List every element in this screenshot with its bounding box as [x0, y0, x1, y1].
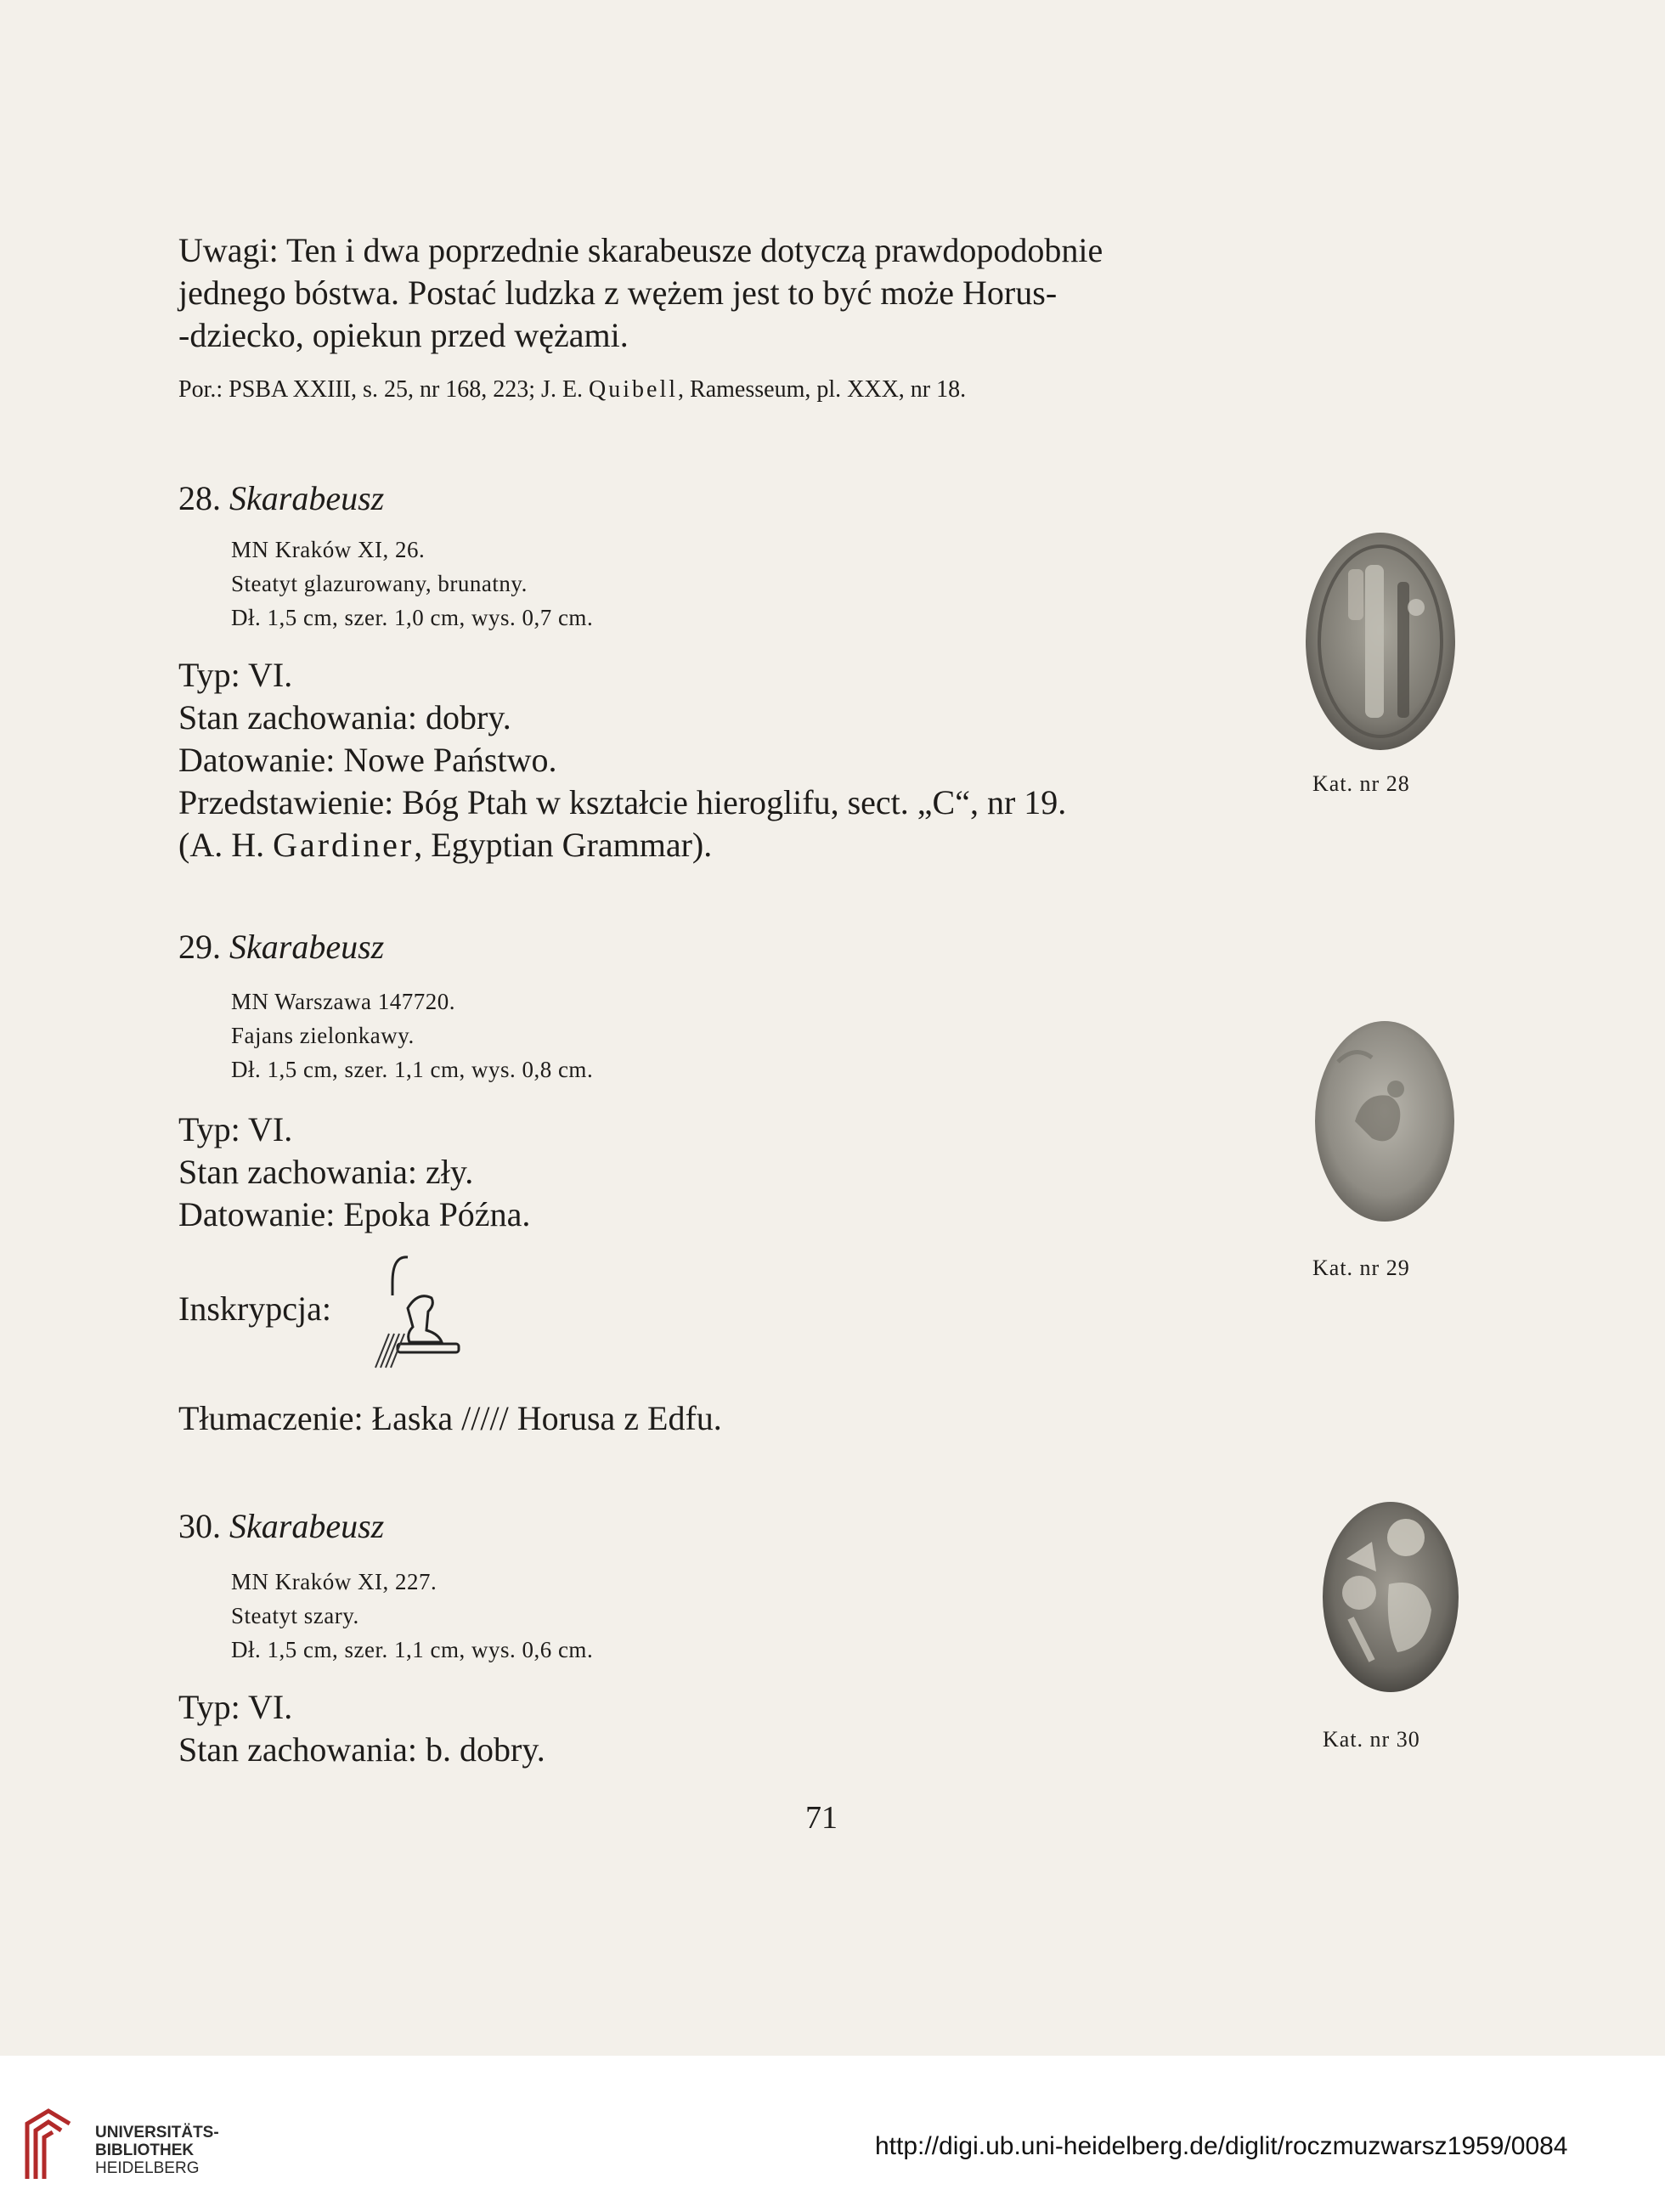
library-logo-line-2: BIBLIOTHEK	[95, 2141, 195, 2159]
library-footer	[0, 2056, 1665, 2212]
entry-number: 29.	[178, 928, 221, 966]
entry-28-przedstawienie: Przedstawienie: Bóg Ptah w kształcie hieroglifu, sect. „C“, nr 19.	[178, 783, 1067, 821]
entry-28-detail-3: Dł. 1,5 cm, szer. 1,0 cm, wys. 0,7 cm.	[231, 605, 594, 630]
entry-28-gardiner	[178, 824, 712, 866]
entry-29-stan: Stan zachowania: zły.	[178, 1153, 474, 1191]
gardiner-author: Gardiner	[273, 826, 415, 864]
entry-29-datowanie: Datowanie: Epoka Późna.	[178, 1195, 531, 1233]
uwagi-line-3: -dziecko, opiekun przed wężami.	[178, 316, 629, 354]
page-number: 71	[805, 1800, 838, 1836]
entry-30-detail-1: MN Kraków XI, 227.	[231, 1569, 437, 1594]
entry-29-detail-2: Fajans zielonkawy.	[231, 1023, 415, 1048]
library-logo-icon	[19, 2107, 78, 2183]
reference-suffix: , Ramesseum, pl. XXX, nr 18.	[678, 376, 967, 403]
entry-29-detail-3: Dł. 1,5 cm, szer. 1,1 cm, wys. 0,8 cm.	[231, 1057, 594, 1082]
entry-29-inscription-label: Inskrypcja:	[178, 1289, 331, 1328]
library-logo-line-1: UNIVERSITÄTS-	[95, 2124, 219, 2141]
entry-28-typ: Typ: VI.	[178, 656, 293, 694]
reference-line	[178, 375, 966, 404]
reference-author: Quibell	[589, 376, 679, 403]
entry-28-datowanie: Datowanie: Nowe Państwo.	[178, 741, 557, 779]
entry-28-detail-1: MN Kraków XI, 26.	[231, 537, 426, 562]
entry-30-heading	[178, 1505, 384, 1548]
entry-28-stan: Stan zachowania: dobry.	[178, 698, 511, 736]
entry-28-heading	[178, 477, 384, 520]
entry-title: Skarabeusz	[229, 928, 385, 966]
scarab-29-image	[1304, 1011, 1465, 1232]
entry-30-detail-3: Dł. 1,5 cm, szer. 1,1 cm, wys. 0,6 cm.	[231, 1637, 594, 1662]
entry-30-typ: Typ: VI.	[178, 1688, 293, 1726]
entry-29-typ: Typ: VI.	[178, 1110, 293, 1148]
entry-title: Skarabeusz	[229, 1507, 385, 1545]
hieroglyph-inscription-icon	[357, 1249, 484, 1376]
entry-title: Skarabeusz	[229, 479, 385, 517]
entry-28-detail-2: Steatyt glazurowany, brunatny.	[231, 571, 528, 596]
reference-prefix: Por.: PSBA XXIII, s. 25, nr 168, 223; J. E.	[178, 376, 584, 403]
source-url-link[interactable]: http://digi.ub.uni-heidelberg.de/diglit/roczmuzwarsz1959/0084	[875, 2132, 1568, 2160]
entry-29-detail-1: MN Warszawa 147720.	[231, 989, 456, 1014]
entry-number: 28.	[178, 479, 221, 517]
uwagi-line-2: jednego bóstwa. Postać ludzka z wężem jest to być może Horus-	[178, 274, 1058, 312]
scarab-29-caption: Kat. nr 29	[1312, 1256, 1410, 1280]
uwagi-line-1: Uwagi: Ten i dwa poprzednie skarabeusze dotyczą prawdopodobnie	[178, 231, 1103, 269]
entry-29-translation: Tłumaczenie: Łaska ///// Horusa z Edfu.	[178, 1399, 722, 1437]
scarab-30-image	[1312, 1491, 1470, 1703]
entry-number: 30.	[178, 1507, 221, 1545]
library-logo-line-3: HEIDELBERG	[95, 2159, 200, 2177]
scarab-28-image	[1295, 522, 1465, 760]
scarab-28-caption: Kat. nr 28	[1312, 771, 1410, 796]
scarab-30-caption: Kat. nr 30	[1323, 1727, 1420, 1752]
entry-30-stan: Stan zachowania: b. dobry.	[178, 1730, 545, 1769]
entry-29-heading	[178, 926, 384, 968]
entry-30-detail-2: Steatyt szary.	[231, 1603, 359, 1628]
gardiner-suffix: , Egyptian Grammar).	[414, 826, 713, 864]
gardiner-prefix: (A. H.	[178, 826, 265, 864]
